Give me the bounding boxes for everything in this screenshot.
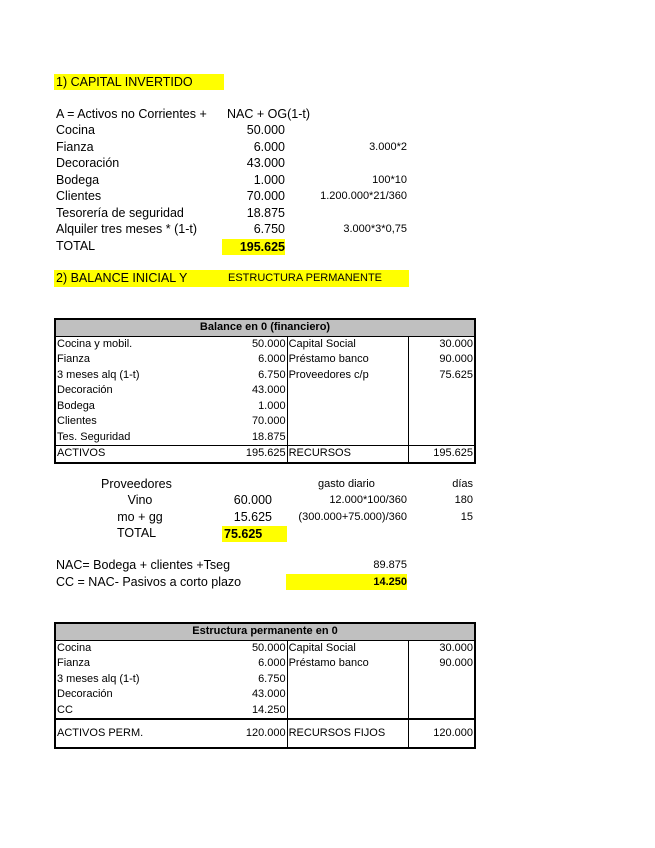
table-row [55, 672, 475, 688]
row-label: Bodega [56, 173, 100, 187]
table-row [55, 399, 475, 415]
table-row [55, 336, 475, 352]
table-cell: 195.625 [409, 446, 475, 463]
row-value: 43.000 [246, 156, 285, 170]
estructura-header: Estructura permanente en 0 [55, 623, 475, 640]
table-row [55, 414, 475, 430]
proveedores-row-value: 60.000 [233, 493, 272, 507]
row-value: 1.000 [253, 173, 285, 187]
table-cell [287, 383, 409, 399]
table-cell: Decoración [55, 383, 224, 399]
table-cell: 120.000 [224, 719, 287, 748]
table-row [55, 383, 475, 399]
table-cell: RECURSOS [287, 446, 409, 463]
table-cell: 1.000 [224, 399, 287, 415]
row-value: 6.750 [253, 222, 285, 236]
table-row-total [55, 446, 475, 463]
table-cell [409, 672, 475, 688]
table-cell [409, 703, 475, 720]
cc-label: CC = NAC- Pasivos a corto plazo [56, 575, 242, 589]
row-label: Tesorería de seguridad [56, 206, 184, 220]
table-cell: 75.625 [409, 368, 475, 384]
formula-left: A = Activos no Corrientes + [56, 107, 207, 121]
nac-label: NAC= Bodega + clientes +Tseg [56, 558, 231, 572]
row-value: 50.000 [246, 123, 285, 137]
table-cell: 3 meses alq (1-t) [55, 368, 224, 384]
table-cell: 14.250 [224, 703, 287, 720]
section2-title-left: 2) BALANCE INICIAL Y [56, 271, 188, 285]
table-row [55, 656, 475, 672]
table-cell: Préstamo banco [287, 352, 409, 368]
table-cell: Fianza [55, 352, 224, 368]
proveedores-row-label: Vino [127, 493, 153, 507]
table-cell [287, 414, 409, 430]
table-cell: Tes. Seguridad [55, 430, 224, 446]
table-cell: Capital Social [287, 640, 409, 656]
cc-value: 14.250 [286, 574, 407, 590]
table-cell [287, 703, 409, 720]
table-row-total [55, 719, 475, 748]
proveedores-row-label: mo + gg [117, 510, 163, 524]
row-label: Decoración [56, 156, 120, 170]
table-cell: 6.750 [224, 368, 287, 384]
table-cell: 18.875 [224, 430, 287, 446]
proveedores-total-label: TOTAL [117, 526, 157, 540]
table-cell: 6.000 [224, 352, 287, 368]
dias-header: días [452, 478, 473, 490]
proveedores-row-dias: 15 [460, 511, 473, 523]
table-cell: 43.000 [224, 687, 287, 703]
table-cell: RECURSOS FIJOS [287, 719, 409, 748]
table-cell: Bodega [55, 399, 224, 415]
section2-title-right: ESTRUCTURA PERMANENTE [228, 272, 383, 284]
row-label: Clientes [56, 189, 102, 203]
section2-title [54, 270, 409, 287]
table-cell: Decoración [55, 687, 224, 703]
proveedores-row-value: 15.625 [233, 510, 272, 524]
proveedores-row-dias: 180 [454, 494, 473, 506]
table-cell: Clientes [55, 414, 224, 430]
total-label: TOTAL [56, 239, 96, 253]
table-cell [409, 430, 475, 446]
row-note: 3.000*2 [369, 141, 407, 153]
row-label: Fianza [56, 140, 94, 154]
row-value: 70.000 [246, 189, 285, 203]
nac-value: 89.875 [373, 559, 407, 571]
row-value: 18.875 [246, 206, 285, 220]
row-label: Cocina [56, 123, 95, 137]
table-cell: 30.000 [409, 336, 475, 352]
proveedores-row-calc: 12.000*100/360 [329, 494, 407, 506]
table-cell: 6.750 [224, 672, 287, 688]
proveedores-title: Proveedores [101, 477, 172, 491]
table-cell: 195.625 [224, 446, 287, 463]
table-cell [287, 672, 409, 688]
proveedores-total-value: 75.625 [222, 526, 287, 542]
table-cell: Cocina y mobil. [55, 336, 224, 352]
estructura-table [54, 622, 476, 749]
table-cell: 43.000 [224, 383, 287, 399]
table-row [55, 352, 475, 368]
table-cell: ACTIVOS [55, 446, 224, 463]
table-cell [409, 687, 475, 703]
table-row [55, 368, 475, 384]
table-cell: 70.000 [224, 414, 287, 430]
table-row [55, 640, 475, 656]
table-cell: 50.000 [224, 640, 287, 656]
table-cell: 50.000 [224, 336, 287, 352]
formula-right: NAC + OG(1-t) [227, 107, 310, 121]
row-note: 100*10 [372, 174, 407, 186]
balance-table [54, 318, 476, 464]
table-cell: ACTIVOS PERM. [55, 719, 224, 748]
table-cell: Préstamo banco [287, 656, 409, 672]
table-cell: Cocina [55, 640, 224, 656]
table-cell [287, 399, 409, 415]
table-row [55, 703, 475, 720]
table-cell [287, 430, 409, 446]
table-cell [409, 399, 475, 415]
balance-header: Balance en 0 (financiero) [55, 319, 475, 336]
table-cell: Fianza [55, 656, 224, 672]
table-cell: 6.000 [224, 656, 287, 672]
table-cell: 3 meses alq (1-t) [55, 672, 224, 688]
table-cell [409, 414, 475, 430]
table-row [55, 430, 475, 446]
row-note: 3.000*3*0,75 [343, 223, 407, 235]
row-value: 6.000 [253, 140, 285, 154]
row-note: 1.200.000*21/360 [320, 190, 407, 202]
total-value: 195.625 [222, 239, 285, 255]
table-cell: 30.000 [409, 640, 475, 656]
table-cell [409, 383, 475, 399]
gasto-diario-header: gasto diario [318, 478, 375, 490]
table-cell: 90.000 [409, 656, 475, 672]
table-cell: Capital Social [287, 336, 409, 352]
section1-title: 1) CAPITAL INVERTIDO [54, 74, 224, 90]
table-cell [287, 687, 409, 703]
proveedores-row-calc: (300.000+75.000)/360 [298, 511, 407, 523]
table-cell: Proveedores c/p [287, 368, 409, 384]
row-label: Alquiler tres meses * (1-t) [56, 222, 198, 236]
table-cell: CC [55, 703, 224, 720]
table-cell: 90.000 [409, 352, 475, 368]
table-row [55, 687, 475, 703]
table-cell: 120.000 [409, 719, 475, 748]
